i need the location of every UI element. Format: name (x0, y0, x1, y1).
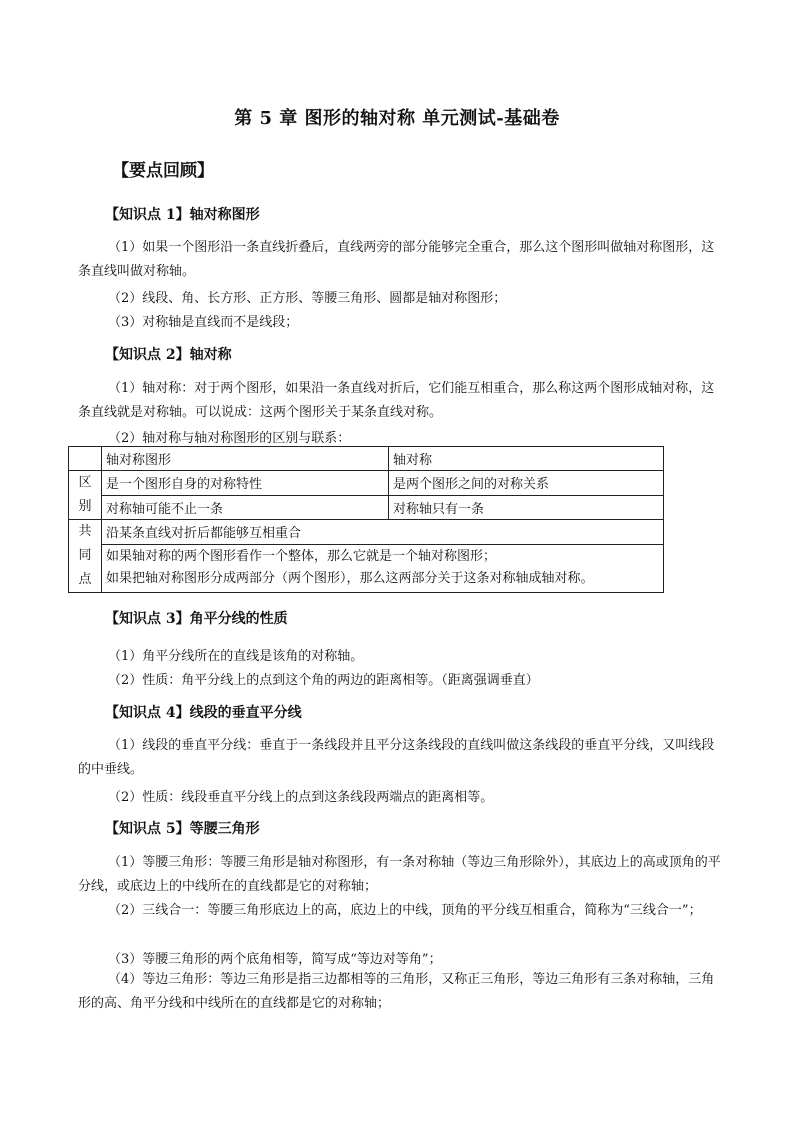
table-cell-line: 如果把轴对称图形分成两部分（两个图形），那么这两部分关于这条对称轴成轴对称。 (106, 571, 594, 587)
table-cell: 是一个图形自身的对称特性 (102, 471, 389, 496)
kp4-paragraph-1: （1）线段的垂直平分线：垂直于一条线段并且平分这条线段的直线叫做这条线段的垂直平分线，又叫线段的中垂线。 (78, 738, 715, 777)
kp5-paragraph-4: （4）等边三角形：等边三角形是指三边都相等的三角形，又称正三角形，等边三角形有三条对称轴，三角形的高、角平分线和中线所在的直线都是它的对称轴； (78, 972, 715, 1011)
kp2-paragraph-1: （1）轴对称：对于两个图形，如果沿一条直线对折后，它们能互相重合，那么称这两个图形成轴对称，这条直线就是对称轴。可以说成：这两个图形关于某条直线对称。 (78, 381, 715, 420)
kp4-paragraph-2: （2）性质：线段垂直平分线上的点到这条线段两端点的距离相等。 (108, 790, 494, 805)
table-cell: 对称轴只有一条 (389, 495, 664, 520)
kp1-paragraph-1: （1）如果一个图形沿一条直线折叠后，直线两旁的部分能够完全重合，那么这个图形叫做轴对称图形，这条直线叫做对称轴。 (78, 240, 715, 279)
table-header-row (69, 447, 664, 471)
kp2-heading: 【知识点 2】轴对称 (105, 347, 232, 363)
table-cell: 对称轴可能不止一条 (102, 495, 389, 520)
table-row (69, 471, 664, 496)
kp1-paragraph-2: （2）线段、角、长方形、正方形、等腰三角形、圆都是轴对称图形； (108, 291, 507, 306)
kp2-paragraph-2: （2）轴对称与轴对称图形的区别与联系： (108, 431, 351, 446)
kp5-heading: 【知识点 5】等腰三角形 (105, 821, 260, 837)
comparison-table (68, 446, 664, 593)
kp3-paragraph-2: （2）性质：角平分线上的点到这个角的两边的距离相等。（距离强调垂直） (108, 673, 539, 688)
table-cell: 是两个图形之间的对称关系 (389, 471, 664, 496)
table-cell-line: 如果轴对称的两个图形看作一个整体，那么它就是一个轴对称图形； (106, 549, 497, 565)
table-corner-cell (69, 447, 102, 471)
table-label-difference: 区 别 (69, 471, 102, 520)
kp4-heading: 【知识点 4】线段的垂直平分线 (105, 705, 302, 721)
kp1-heading: 【知识点 1】轴对称图形 (105, 207, 260, 223)
kp5-paragraph-3: （3）等腰三角形的两个底角相等，简写成“等边对等角”； (108, 952, 442, 967)
kp3-heading: 【知识点 3】角平分线的性质 (105, 611, 288, 627)
table-label-common: 共 同 点 (69, 520, 102, 593)
kp1-paragraph-3: （3）对称轴是直线而不是线段； (108, 315, 299, 330)
page-title: 第 5 章 图形的轴对称 单元测试-基础卷 (234, 108, 560, 129)
table-header-cell: 轴对称 (389, 447, 664, 471)
kp5-paragraph-1: （1）等腰三角形：等腰三角形是轴对称图形，有一条对称轴（等边三角形除外），其底边上的高或顶角的平分线，或底边上的中线所在的直线都是它的对称轴； (78, 855, 721, 894)
section-heading: 【要点回顾】 (112, 161, 214, 181)
table-row (69, 520, 664, 545)
table-cell (102, 544, 664, 592)
table-row (69, 495, 664, 520)
table-row (69, 544, 664, 592)
kp5-paragraph-2: （2）三线合一：等腰三角形底边上的高，底边上的中线，顶角的平分线互相重合，简称为“三线合一”； (108, 903, 702, 918)
table-header-cell: 轴对称图形 (102, 447, 389, 471)
table-cell: 沿某条直线对折后都能够互相重合 (102, 520, 664, 545)
kp3-paragraph-1: （1）角平分线所在的直线是该角的对称轴。 (108, 649, 364, 664)
